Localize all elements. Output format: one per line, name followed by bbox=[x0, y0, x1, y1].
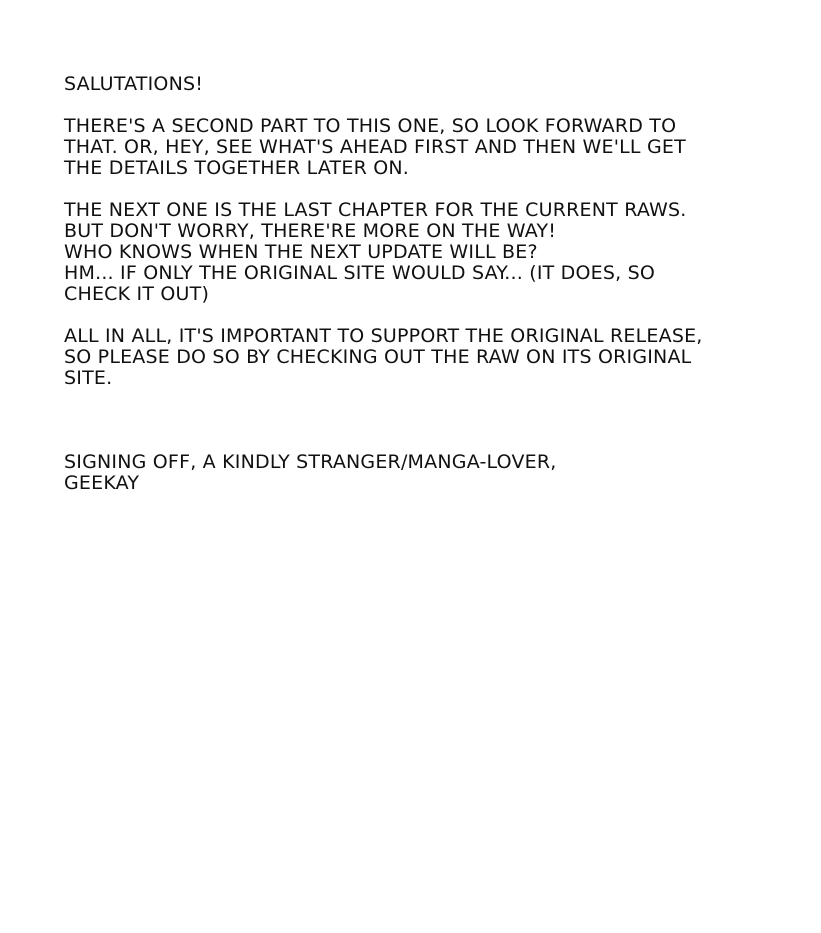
signoff bbox=[64, 452, 764, 494]
paragraph2-line: THE NEXT ONE IS THE LAST CHAPTER FOR THE CURRENT RAWS. bbox=[64, 199, 687, 221]
paragraph-support-original bbox=[64, 326, 764, 389]
paragraph1-line: THE DETAILS TOGETHER LATER ON. bbox=[64, 157, 410, 179]
paragraph1-line: THAT. OR, HEY, SEE WHAT'S AHEAD FIRST AND THEN WE'LL GET bbox=[64, 136, 686, 158]
paragraph2-line: HM... IF ONLY THE ORIGINAL SITE WOULD SAY... (IT DOES, SO bbox=[64, 262, 656, 284]
paragraph2-line: CHECK IT OUT) bbox=[64, 283, 210, 305]
paragraph3-line: ALL IN ALL, IT'S IMPORTANT TO SUPPORT THE ORIGINAL RELEASE, bbox=[64, 325, 703, 347]
letter-text bbox=[64, 74, 764, 494]
paragraph-next-chapter bbox=[64, 200, 764, 305]
signoff-line: SIGNING OFF, A KINDLY STRANGER/MANGA-LOVER, bbox=[64, 451, 557, 473]
paragraph3-line: SITE. bbox=[64, 367, 113, 389]
paragraph2-line: BUT DON'T WORRY, THERE'RE MORE ON THE WAY! bbox=[64, 220, 557, 242]
paragraph-second-part bbox=[64, 116, 764, 179]
paragraph3-line: SO PLEASE DO SO BY CHECKING OUT THE RAW ON ITS ORIGINAL bbox=[64, 346, 692, 368]
paragraph1-line: THERE'S A SECOND PART TO THIS ONE, SO LOOK FORWARD TO bbox=[64, 115, 677, 137]
spacer bbox=[64, 410, 764, 452]
greeting-line: SALUTATIONS! bbox=[64, 73, 204, 95]
signature-name: GEEKAY bbox=[64, 472, 140, 494]
greeting bbox=[64, 74, 764, 95]
paragraph2-line: WHO KNOWS WHEN THE NEXT UPDATE WILL BE? bbox=[64, 241, 538, 263]
